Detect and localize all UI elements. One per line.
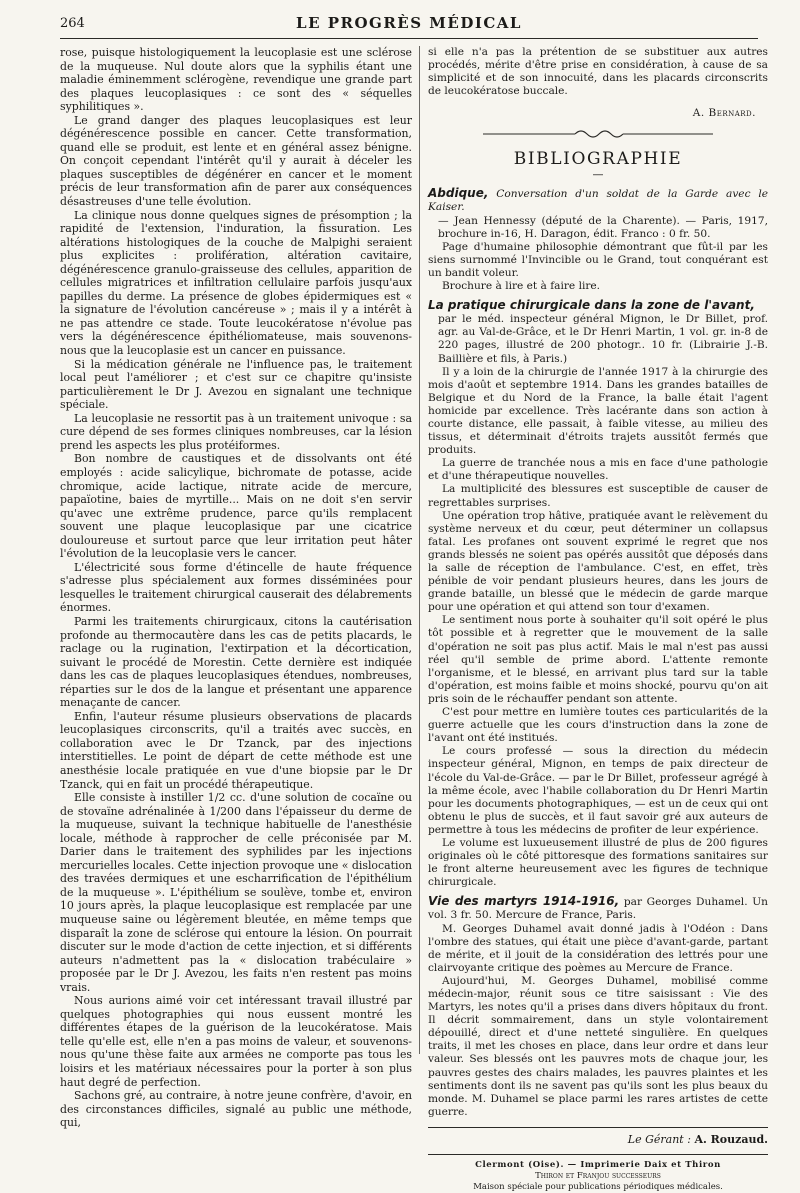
entry-title: Abdique,	[428, 186, 489, 201]
entry-citation: — Jean Hennessy (député de la Charente). — Paris, 1917, brochure in-16, H. Daragon, édit. Franco : 0 fr. 50.	[438, 214, 768, 240]
paragraph: Le cours professé — sous la direction du médecin inspecteur général, Mignon, en temps de paix directeur de l'école du Val-de-Grâce. — par le Dr Billet, professeur agrégé à la même école, avec l'habile collaboration du Dr Henri Martin pour les documents photographiques, — est un de ceux qui ont obtenu le plus de succès, et il faut savoir gré aux auteurs de permettre à tous les médecins de profiter de leur expérience.	[428, 745, 768, 836]
paragraph: M. Georges Duhamel avait donné jadis à l'Odéon : Dans l'ombre des statues, qui était une pièce d'avant-garde, partant de mérite, et il jouit de la considération des lettrés pour une clairvoyante critique des poèmes au Mercure de France.	[428, 922, 768, 974]
paragraph: Page d'humaine philosophie démontrant que fût-il par les siens surnommé l'Invincible ou le Grand, tout conquérant est un bandit voleur.	[428, 240, 768, 279]
left-column	[60, 46, 413, 1130]
ornament-divider	[428, 127, 768, 143]
paragraph: Le volume est luxueusement illustré de plus de 200 figures originales où le côté pittoresque des formations sanitaires sur le front alterne heureusement avec les figures de technique chirurgicale.	[428, 836, 768, 889]
paragraph: Le grand danger des plaques leucoplasiques est leur dégénérescence possible en cancer. Cette transformation, quand elle se produit, est lente et en général assez bénigne. On conçoit cependant l'intérêt qu'il y aurait à déceler les plaques susceptibles de dégénérer en cancer et le moment précis de leur transformation afin de parer aux conséquences désastreuses d'une telle évolution.	[60, 113, 412, 209]
right-column	[428, 46, 768, 1192]
entry-heading	[428, 299, 768, 365]
printer-successors: Thiron et Franjou successeurs	[535, 1170, 661, 1181]
paragraph: Parmi les traitements chirurgicaux, citons la cautérisation profonde au thermocautère dans les cas de petits placards, le raclage ou la rugination, l'extirpation et la décortication, suivant le procédé de Morestin. Cette dernière est indiquée dans les cas de plaques leucoplasiques étendues, nombreuses, réparties sur le dos de la langue et présentant une apparence menaçante de cancer.	[60, 614, 412, 710]
printer-imprint	[428, 1154, 768, 1193]
entry-citation: par Georges Duhamel. Un vol. 3 fr. 50. Mercure de France, Paris.	[428, 896, 768, 922]
paragraph: L'électricité sous forme d'étincelle de haute fréquence s'adresse plus spécialement aux formes disséminées pour lesquelles le traitement chirurgical causerait des délabrements énormes.	[60, 560, 412, 615]
paragraph: La multiplicité des blessures est susceptible de causer de regrettables surprises.	[428, 483, 768, 509]
entry-title: La pratique chirurgicale dans la zone de l'avant,	[428, 298, 755, 313]
section-title: BIBLIOGRAPHIE	[513, 149, 683, 170]
gerant-name: A. Rouzaud.	[694, 1132, 768, 1146]
entry-heading	[428, 187, 768, 240]
title-dash: —	[592, 168, 604, 182]
page-header	[60, 14, 758, 36]
paragraph: Le sentiment nous porte à souhaiter qu'il soit opéré le plus tôt possible et à regretter que le mouvement de la salle d'opération ne soit pas plus actif. Mais le mal n'est pas aussi réel qu'il semble de prime abord. L'attente remonte l'organisme, et le blessé, en arrivant plus tard sur la table d'opération, est moins faible et moins shocké, pourvu qu'on ait pris soin de le réchauffer pendant son attente.	[428, 614, 768, 705]
page-number: 264	[60, 16, 85, 31]
paragraph: La clinique nous donne quelques signes de présomption ; la rapidité de l'extension, l'induration, la fissuration. Les altérations histologiques de la couche de Malpighi seraient plus explicites : prolifération, altération cavitaire, dégénérescence granulo-graisseuse des cellules, apparition de cellules migratrices et infiltration cellulaire parfois jusqu'aux papilles du derme. La présence de globes épidermiques est « la signature de l'évolution cancéreuse » ; mais il y a intérêt à ne pas attendre ce stade. Toute leucokératose n'évolue pas vers la dégénérescence épithéliomateuse, mais souvenons-nous que la leucoplasie est un cancer en puissance.	[60, 208, 412, 358]
header-rule	[60, 38, 758, 39]
paragraph: Enfin, l'auteur résume plusieurs observations de placards leucoplasiques circonscrits, qu'il a traités avec succès, en collaboration avec le Dr Tzanck, par des injections interstitielles. Le point de départ de cette méthode est une anesthésie locale pratiquée en vue d'une biopsie par le Dr Tzanck, qui en fait un procédé thérapeutique.	[60, 709, 412, 791]
paragraph: Nous aurions aimé voir cet intéressant travail illustré par quelques photographies qui nous eussent montré les différentes étapes de la guérison de la leucokératose. Mais telle qu'elle est, elle n'en a pas moins de valeur, et souvenons-nous qu'une thèse faite aux armées ne comporte pas tous les loisirs et les matériaux nécessaires pour la porter à son plus haut degré de perfection.	[60, 994, 412, 1089]
entry-subtitle: Conversation d'un soldat de la Garde avec le Kaiser.	[428, 188, 768, 214]
paragraph: La guerre de tranchée nous a mis en face d'une pathologie et d'une thérapeutique nouvelles.	[428, 457, 768, 483]
paragraph: La leucoplasie ne ressortit pas à un traitement univoque : sa cure dépend de ses formes cliniques nombreuses, car la lésion prend les aspects les plus protéiformes.	[60, 411, 412, 452]
bibliography-entry	[428, 895, 768, 1119]
paragraph: Aujourd'hui, M. Georges Duhamel, mobilisé comme médecin-major, réunit sous ce titre saisissant : Vie des Martyrs, les notes qu'il a prises dans divers hôpitaux du front. Il décrit sommairement, dans un style volontairement dépouillé, direct et d'une netteté singulière. En quelques traits, il met les choses en place, dans leur ordre et dans leur valeur. Ses blessés ont les pauvres mots de chaque jour, les pauvres gestes des chairs malades, les pauvres plaintes et les sentiments dont ils ne savent pas qu'ils sont les plus beaux du monde. M. Duhamel se place parmi les rares artistes de cette guerre.	[428, 974, 768, 1118]
article-signature: A. Bernard.	[692, 107, 756, 120]
paragraph: rose, puisque histologiquement la leucoplasie est une sclérose de la muqueuse. Nul doute alors que la syphilis étant une maladie éminemment sclérogène, revendique une grande part des plaques leucoplasiques : ce sont des « séquelles syphilitiques ».	[60, 46, 412, 114]
bibliography-entry	[428, 299, 768, 889]
column-divider	[419, 46, 420, 1054]
journal-title: LE PROGRÈS MÉDICAL	[296, 14, 522, 32]
paragraph: Une opération trop hâtive, pratiquée avant le relèvement du système nerveux et du cœur, peut déterminer un collapsus fatal. Les profanes ont souvent exprimé le regret que nos grands blessés ne soient pas opérés aussitôt que déposés dans la salle de réception de l'ambulance. C'est, en effet, très pénible de voir pendant plusieurs heures, dans les jours de grande bataille, un blessé que le médecin de garde marque pour une opération et qui attend son tour d'examen.	[428, 509, 768, 614]
entry-citation: par le méd. inspecteur général Mignon, le Dr Billet, prof. agr. au Val-de-Grâce, et le Dr Henri Martin, 1 vol. gr. in-8 de 220 pages, illustré de 200 photogr.. 10 fr. (Librairie J.-B. Baillière et fils, à Paris.)	[438, 313, 768, 365]
intro-paragraph: si elle n'a pas la prétention de se substituer aux autres procédés, mérite d'être prise en considération, à cause de sa simplicité et de son innocuité, dans les placards circonscrits de leucokératose buccale.	[428, 46, 768, 98]
printer-specialty: Maison spéciale pour publications périodiques médicales.	[473, 1181, 723, 1192]
paragraph: Bon nombre de caustiques et de dissolvants ont été employés : acide salicylique, bichromate de potasse, acide chromique, acide lactique, nitrate acide de mercure, papaïotine, baies de myrtille... Mais on ne doit s'en servir qu'avec une extrême prudence, parce qu'ils remplacent souvent une plaque leucoplasique par une cicatrice douloureuse et surtout parce que leur irritation peut hâter l'évolution de la leucoplasie vers le cancer.	[60, 452, 412, 561]
paragraph: C'est pour mettre en lumière toutes ces particularités de la guerre actuelle que les cours d'instruction dans la zone de l'avant ont été institués.	[428, 706, 768, 745]
gerant-label: Le Gérant :	[627, 1132, 691, 1146]
printer-name: Clermont (Oise). — Imprimerie Daix et Thiron	[475, 1159, 721, 1170]
entry-heading	[428, 895, 768, 922]
paragraph: Il y a loin de la chirurgie de l'année 1917 à la chirurgie des mois d'août et septembre 1914. Dans les grandes batailles de Belgique et du Nord de la France, la balle était l'agent homicide par excellence. Très lacérante dans son action à courte distance, elle passait, à faible vitesse, au milieu des tissus, et déterminait d'étroits trajets aussitôt fermés que produits.	[428, 365, 768, 457]
entry-title: Vie des martyrs 1914-1916,	[428, 894, 620, 909]
paragraph: Si la médication générale ne l'influence pas, le traitement local peut l'améliorer ; et c'est sur ce chapitre qu'insiste particulièrement le Dr J. Avezou en signalant une technique spéciale.	[60, 357, 412, 412]
gerant-line	[428, 1127, 768, 1146]
bibliography-entry	[428, 187, 768, 293]
paragraph: Sachons gré, au contraire, à notre jeune confrère, d'avoir, en des circonstances difficiles, signalé au public une méthode, qui,	[60, 1089, 412, 1130]
paragraph: Brochure à lire et à faire lire.	[442, 280, 601, 293]
paragraph: Elle consiste à instiller 1/2 cc. d'une solution de cocaïne ou de stovaïne adrénalinée à 1/200 dans l'épaisseur du derme de la muqueuse, suivant la technique habituelle de l'anesthésie locale, méthode à rapprocher de celle préconisée par M. Darier dans le traitement des syphilides par les injections mercurielles locales. Cette injection provoque une « dislocation des travées dermiques et une escharrification de l'épithélium de la muqueuse ». L'épithélium se soulève, tombe et, environ 10 jours après, la plaque leucoplasique est remplacée par une muqueuse saine ou légèrement bleutée, en même temps que disparaît la zone de sclérose qui entoure la lésion. On pourrait discuter sur le mode d'action de cette injection, et si différents auteurs n'admettent pas la « dislocation trabéculaire » proposée par le Dr J. Avezou, les faits n'en restent pas moins vrais.	[60, 791, 413, 994]
